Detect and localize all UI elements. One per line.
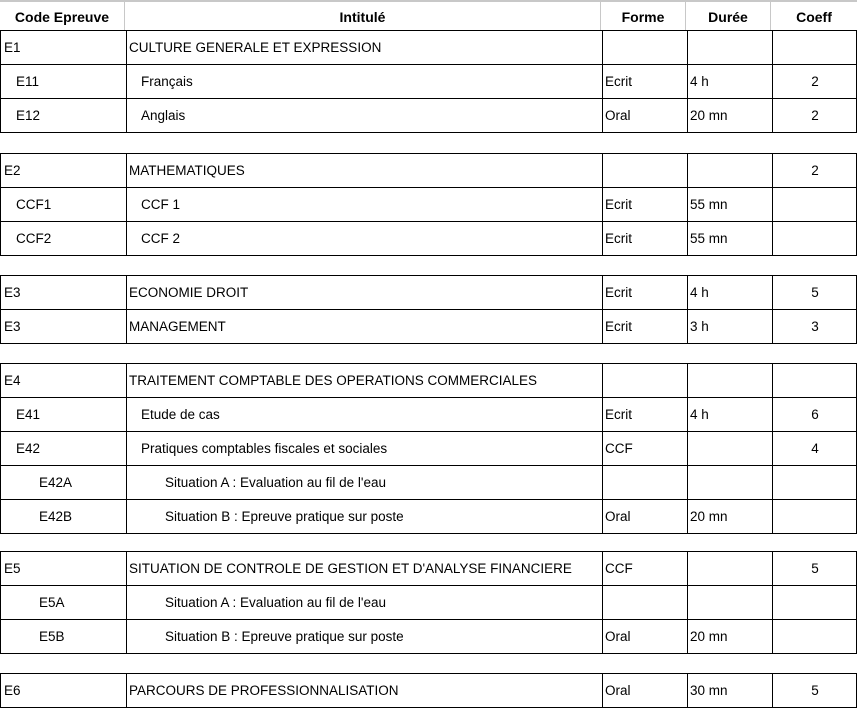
forme-cell: Ecrit bbox=[602, 222, 687, 255]
forme-cell bbox=[602, 586, 687, 619]
forme-cell bbox=[602, 31, 687, 64]
code-cell: E1 bbox=[4, 40, 21, 55]
title-cell: Pratiques comptables fiscales et sociales bbox=[126, 432, 602, 465]
duree-cell bbox=[687, 31, 772, 64]
title-cell: PARCOURS DE PROFESSIONNALISATION bbox=[126, 674, 602, 707]
table-row bbox=[1, 309, 856, 343]
table-row bbox=[1, 154, 856, 187]
duree-cell bbox=[687, 552, 772, 585]
header-duree: Durée bbox=[686, 2, 771, 31]
duree-cell: 4 h bbox=[687, 65, 772, 98]
title-cell: TRAITEMENT COMPTABLE DES OPERATIONS COMMERCIALES bbox=[126, 364, 602, 397]
table-row bbox=[1, 397, 856, 431]
table-row bbox=[1, 552, 856, 585]
code-cell: E4 bbox=[4, 373, 21, 388]
header-coeff: Coeff bbox=[796, 8, 832, 25]
title-cell: Anglais bbox=[126, 99, 602, 132]
epreuve-group bbox=[0, 551, 857, 654]
forme-cell: CCF bbox=[602, 432, 687, 465]
code-cell: E41 bbox=[16, 407, 41, 422]
title-cell: Situation B : Epreuve pratique sur poste bbox=[126, 620, 602, 653]
epreuve-group bbox=[0, 275, 857, 344]
coeff-cell bbox=[772, 586, 857, 619]
coeff-cell: 6 bbox=[772, 398, 857, 431]
forme-cell bbox=[602, 364, 687, 397]
coeff-cell: 2 bbox=[772, 65, 857, 98]
forme-cell: Oral bbox=[602, 620, 687, 653]
title-cell: SITUATION DE CONTROLE DE GESTION ET D'ANALYSE FINANCIERE bbox=[126, 552, 602, 585]
epreuve-group bbox=[0, 673, 857, 708]
duree-cell bbox=[687, 466, 772, 499]
coeff-cell: 5 bbox=[772, 552, 857, 585]
title-cell: CCF 2 bbox=[126, 222, 602, 255]
duree-cell: 55 mn bbox=[687, 222, 772, 255]
duree-cell: 20 mn bbox=[687, 99, 772, 132]
epreuve-group bbox=[0, 153, 857, 256]
coeff-cell bbox=[772, 222, 857, 255]
forme-cell: Ecrit bbox=[602, 398, 687, 431]
coeff-cell bbox=[772, 364, 857, 397]
coeff-cell bbox=[772, 188, 857, 221]
coeff-cell: 3 bbox=[772, 310, 857, 343]
title-cell: Etude de cas bbox=[126, 398, 602, 431]
header-code: Code Epreuve bbox=[0, 2, 125, 31]
forme-cell: Oral bbox=[602, 674, 687, 707]
title-cell: Situation A : Evaluation au fil de l'eau bbox=[126, 586, 602, 619]
forme-cell: Ecrit bbox=[602, 276, 687, 309]
title-cell: Situation A : Evaluation au fil de l'eau bbox=[126, 466, 602, 499]
code-cell: E3 bbox=[4, 319, 21, 334]
table-header bbox=[0, 0, 857, 31]
duree-cell: 20 mn bbox=[687, 500, 772, 533]
table-row bbox=[1, 619, 856, 653]
coeff-cell bbox=[772, 500, 857, 533]
title-cell: CULTURE GENERALE ET EXPRESSION bbox=[126, 31, 602, 64]
code-cell: E5B bbox=[39, 629, 65, 644]
table-row bbox=[1, 465, 856, 499]
epreuve-group bbox=[0, 30, 857, 133]
coeff-cell bbox=[772, 31, 857, 64]
table-row bbox=[1, 221, 856, 255]
duree-cell bbox=[687, 364, 772, 397]
coeff-cell: 5 bbox=[772, 276, 857, 309]
code-cell: E42B bbox=[39, 509, 73, 524]
title-cell: Situation B : Epreuve pratique sur poste bbox=[126, 500, 602, 533]
table-row bbox=[1, 98, 856, 132]
code-cell: E2 bbox=[4, 163, 21, 178]
duree-cell: 20 mn bbox=[687, 620, 772, 653]
code-cell: E3 bbox=[4, 285, 21, 300]
duree-cell: 4 h bbox=[687, 276, 772, 309]
title-cell: CCF 1 bbox=[126, 188, 602, 221]
forme-cell: Oral bbox=[602, 500, 687, 533]
coeff-cell bbox=[772, 466, 857, 499]
forme-cell: Ecrit bbox=[602, 65, 687, 98]
duree-cell: 30 mn bbox=[687, 674, 772, 707]
table-row bbox=[1, 674, 856, 707]
table-row bbox=[1, 187, 856, 221]
coeff-cell bbox=[772, 620, 857, 653]
duree-cell bbox=[687, 154, 772, 187]
code-cell: E42 bbox=[16, 441, 41, 456]
table-row bbox=[1, 431, 856, 465]
coeff-cell: 2 bbox=[772, 154, 857, 187]
title-cell: Français bbox=[126, 65, 602, 98]
duree-cell: 3 h bbox=[687, 310, 772, 343]
table-row bbox=[1, 499, 856, 533]
title-cell: MANAGEMENT bbox=[126, 310, 602, 343]
duree-cell bbox=[687, 586, 772, 619]
code-cell: CCF1 bbox=[16, 197, 52, 212]
table-row bbox=[1, 585, 856, 619]
code-cell: E11 bbox=[16, 74, 40, 89]
code-cell: E5A bbox=[39, 595, 65, 610]
header-forme: Forme bbox=[601, 2, 686, 31]
forme-cell: Ecrit bbox=[602, 188, 687, 221]
forme-cell: Oral bbox=[602, 99, 687, 132]
code-cell: E42A bbox=[39, 475, 73, 490]
table-row bbox=[1, 64, 856, 98]
title-cell: ECONOMIE DROIT bbox=[126, 276, 602, 309]
forme-cell bbox=[602, 466, 687, 499]
table-row bbox=[1, 276, 856, 309]
code-cell: E12 bbox=[16, 108, 41, 123]
forme-cell: Ecrit bbox=[602, 310, 687, 343]
coeff-cell: 5 bbox=[772, 674, 857, 707]
table-row bbox=[1, 364, 856, 397]
forme-cell: CCF bbox=[602, 552, 687, 585]
coeff-cell: 4 bbox=[772, 432, 857, 465]
code-cell: E6 bbox=[4, 683, 21, 698]
duree-cell: 55 mn bbox=[687, 188, 772, 221]
code-cell: CCF2 bbox=[16, 231, 52, 246]
duree-cell: 4 h bbox=[687, 398, 772, 431]
header-title: Intitulé bbox=[125, 2, 601, 31]
table-row bbox=[1, 31, 856, 64]
epreuve-group bbox=[0, 363, 857, 534]
code-cell: E5 bbox=[4, 561, 21, 576]
forme-cell bbox=[602, 154, 687, 187]
duree-cell bbox=[687, 432, 772, 465]
title-cell: MATHEMATIQUES bbox=[126, 154, 602, 187]
coeff-cell: 2 bbox=[772, 99, 857, 132]
